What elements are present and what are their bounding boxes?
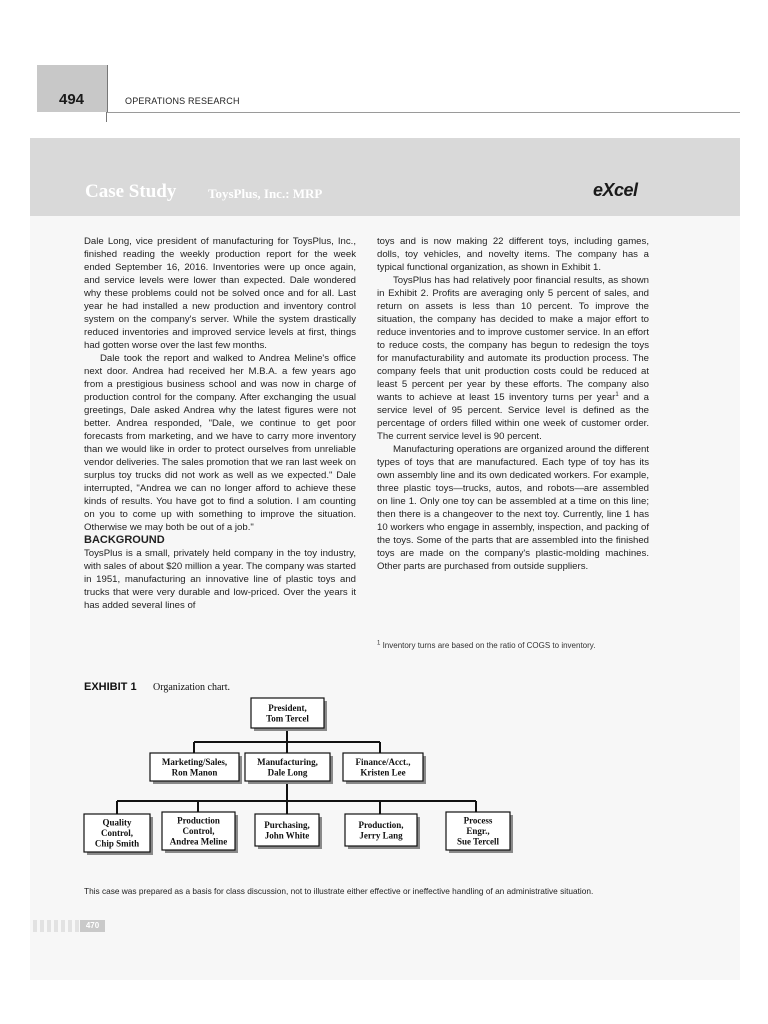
org-box-text: Production [177, 815, 220, 826]
org-box-production-control [162, 812, 238, 853]
excel-logo: eXcel [593, 180, 638, 200]
org-box-text: President, [268, 702, 307, 713]
org-box-text: Production, [358, 819, 404, 830]
footnote-ref: 1 [615, 391, 619, 398]
org-box-text: Engr., [466, 826, 490, 836]
case-study-subtitle: ToysPlus, Inc.: MRP [208, 186, 323, 201]
org-box-text: Purchasing, [264, 819, 310, 830]
org-box-text: Ron Manon [171, 767, 218, 778]
org-box-text: Jerry Lang [359, 830, 403, 841]
org-box-text: Quality [102, 817, 132, 828]
org-box-president [251, 698, 327, 731]
section-heading-background: BACKGROUND [84, 534, 165, 546]
paragraph-text: and a service level of 95 percent. Service level is defined as the percentage of orders filled within one week of customer order. The current service level is 90 percent. [377, 392, 649, 442]
org-box-manufacturing [245, 753, 333, 784]
paragraph: Dale Long, vice president of manufacturing for ToysPlus, Inc., finished reading the weekly production report for the week ended September 16, 2016. Inventories were up once again, and service levels were lower than expected. Dale wondered why these problems could not be solved once and for all. Last year he had installed a new production and inventory control system on the company's server. While the system drastically reduced inventories and improved service levels at first, things had gotten worse over the last few months. [84, 236, 356, 351]
org-box-text: Control, [182, 826, 215, 836]
org-box-purchasing [255, 814, 322, 849]
org-box-text: Control, [100, 828, 134, 838]
paragraph: Dale took the report and walked to Andrea Meline's office next door. Andrea had received her M.B.A. a few years ago from a prestigious business school and was now in charge of production control for the company. After exchanging the usual greetings, Dale asked Andrea why the latest figures were not better. Andrea responded, "Dale, we continue to get poor forecasts from marketing, and we have to carry more inventory than we would like in order to protect ourselves from unreliable vendor deliveries. The sales promotion that we ran last week on surplus toy trucks did not work as well as we expected." Dale interrupted, "Andrea we can no longer afford to achieve these kinds of results. You have got to find a solution. I am counting on you to come up with something to improve the situation. Otherwise we may both be out of a job." [84, 353, 356, 533]
org-box-text: Process [463, 815, 493, 826]
exhibit-caption: Organization chart. [153, 682, 231, 693]
page-number: 494 [59, 91, 85, 108]
case-preparation-note: This case was prepared as a basis for class discussion, not to illustrate either effective or ineffective handling of an administrative situation. [84, 886, 594, 896]
paragraph: ToysPlus is a small, privately held company in the toy industry, with sales of about $20 million a year. The company was started in 1951, manufacturing an innovative line of plastic toys and trucks that were very durable and low-priced. Over the years it has added several lines of [84, 548, 356, 611]
org-box-text: Tom Tercel [266, 713, 309, 724]
folio-number: 470 [80, 920, 105, 932]
org-box-production [345, 814, 420, 849]
org-box-text: John White [264, 830, 310, 841]
org-box-text: Kristen Lee [360, 767, 406, 778]
footnote-mark: 1 [377, 640, 381, 647]
org-box-text: Andrea Meline [169, 836, 228, 847]
org-box-process-engr [446, 812, 513, 853]
case-study-title: Case Study [85, 181, 177, 202]
org-box-text: Finance/Acct., [355, 756, 411, 767]
running-head: OPERATIONS RESEARCH [125, 96, 240, 106]
paragraph: Manufacturing operations are organized around the different types of toys that are manufactured. Each type of toy has its own assembly line and its own dedicated workers. For example, three plastic toys—trucks, autos, and robots—are assembled on line 1. Only one toy can be assembled at a time on this line; then there is a changeover to the next toy. Currently, line 1 has 10 workers who engage in assembly, inspection, and packing of the toys. Some of the parts that are assembled into the finished toys are made on the company's plastic-molding machines. Other parts are purchased from outside suppliers. [377, 444, 649, 572]
org-box-text: Marketing/Sales, [161, 756, 228, 767]
paragraph: toys and is now making 22 different toys, including games, dolls, toy vehicles, and novelty items. The company has a typical functional organization, as shown in Exhibit 1. [377, 236, 649, 273]
org-box-text: Dale Long [267, 767, 308, 778]
org-box-quality-control [84, 814, 153, 855]
org-box-text: Sue Tercell [456, 836, 500, 847]
org-box-text: Manufacturing, [257, 756, 318, 767]
org-box-text: Chip Smith [94, 838, 140, 849]
org-box-finance-acct [343, 753, 426, 784]
exhibit-label: EXHIBIT 1 [84, 681, 137, 693]
org-box-marketing-sales [150, 753, 242, 784]
footnote-text: Inventory turns are based on the ratio of COGS to inventory. [380, 641, 596, 650]
paragraph-text: ToysPlus has had relatively poor financial results, as shown in Exhibit 2. Profits are averaging only 5 percent of sales, and return on assets is less than 10 percent. To improve the situation, the company has decided to make a major effort to reduce inventories and to improve customer service. In an effort to reduce costs, the company has begun to redesign the toys for manufacturability and automate its production process. The company feels that unit production costs could be reduced at least 5 percent per year by these efforts. The company also wants to achieve at least 15 inventory turns per year [377, 275, 649, 403]
